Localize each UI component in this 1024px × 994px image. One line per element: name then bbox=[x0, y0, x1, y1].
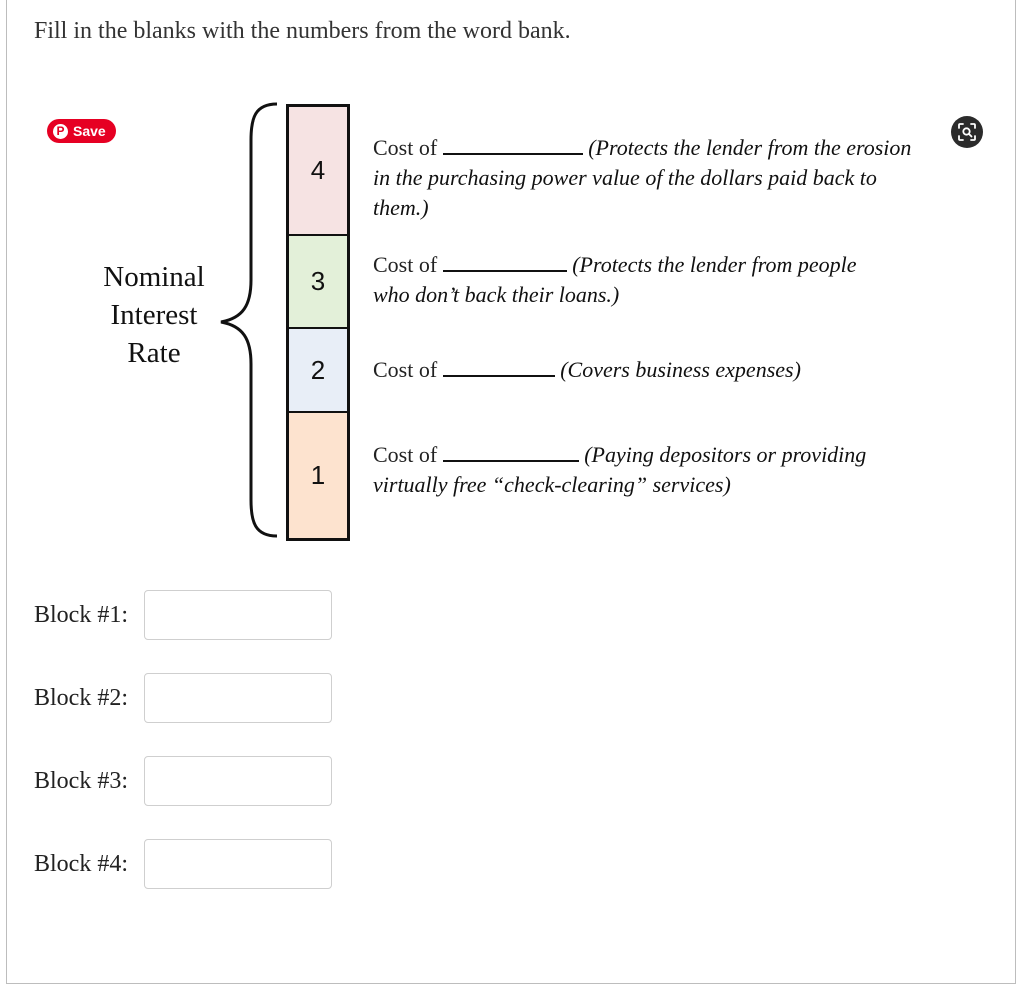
answer-row-1 bbox=[34, 590, 332, 640]
answer-row-2 bbox=[34, 673, 332, 723]
block-1-answer-input[interactable] bbox=[144, 590, 332, 640]
curly-brace bbox=[215, 100, 285, 540]
block-3 bbox=[289, 234, 347, 327]
interest-rate-stack bbox=[286, 104, 350, 541]
description-block-4 bbox=[373, 133, 913, 223]
description-lead: Cost of bbox=[373, 442, 438, 467]
question-prompt: Fill in the blanks with the numbers from the word bank. bbox=[34, 18, 571, 44]
description-text: (Paying depositors or providing virtually free “check-clearing” services) bbox=[373, 442, 867, 497]
description-blank bbox=[443, 252, 567, 272]
description-block-3 bbox=[373, 250, 873, 310]
block-3-answer-input[interactable] bbox=[144, 756, 332, 806]
answer-row-3 bbox=[34, 756, 332, 806]
description-text: (Protects the lender from the erosion in the purchasing power value of the dollars paid back to them.) bbox=[373, 135, 912, 220]
answer-row-4 bbox=[34, 839, 332, 889]
description-block-1 bbox=[373, 440, 933, 500]
block-4-answer-input[interactable] bbox=[144, 839, 332, 889]
description-blank bbox=[443, 135, 583, 155]
answer-label: Block #3: bbox=[34, 767, 128, 794]
block-4-number: 4 bbox=[310, 155, 326, 185]
nominal-label-line3: Rate bbox=[127, 337, 181, 369]
description-lead: Cost of bbox=[373, 357, 438, 382]
block-4 bbox=[289, 107, 347, 234]
block-1-number: 1 bbox=[310, 460, 326, 490]
block-2-answer-input[interactable] bbox=[144, 673, 332, 723]
save-button-label: Save bbox=[73, 123, 106, 139]
description-lead: Cost of bbox=[373, 135, 438, 160]
nominal-interest-rate-label bbox=[84, 258, 224, 372]
description-blank bbox=[443, 442, 579, 462]
block-3-number: 3 bbox=[310, 266, 326, 296]
pinterest-save-button[interactable] bbox=[47, 119, 116, 143]
nominal-label-line2: Interest bbox=[110, 299, 198, 331]
visual-search-button[interactable] bbox=[951, 116, 983, 148]
block-2-number: 2 bbox=[310, 354, 326, 385]
answer-label: Block #4: bbox=[34, 850, 128, 877]
answer-label: Block #2: bbox=[34, 684, 128, 711]
block-2 bbox=[289, 327, 347, 411]
description-text: (Protects the lender from people who don’t back their loans.) bbox=[373, 252, 857, 307]
answer-label: Block #1: bbox=[34, 601, 128, 628]
nominal-label-line1: Nominal bbox=[103, 261, 205, 293]
description-block-2 bbox=[373, 355, 933, 385]
description-lead: Cost of bbox=[373, 252, 438, 277]
pinterest-icon: P bbox=[53, 124, 68, 139]
description-blank bbox=[443, 357, 555, 377]
visual-search-icon bbox=[957, 122, 977, 142]
description-text: (Covers business expenses) bbox=[560, 357, 801, 382]
block-1 bbox=[289, 411, 347, 538]
